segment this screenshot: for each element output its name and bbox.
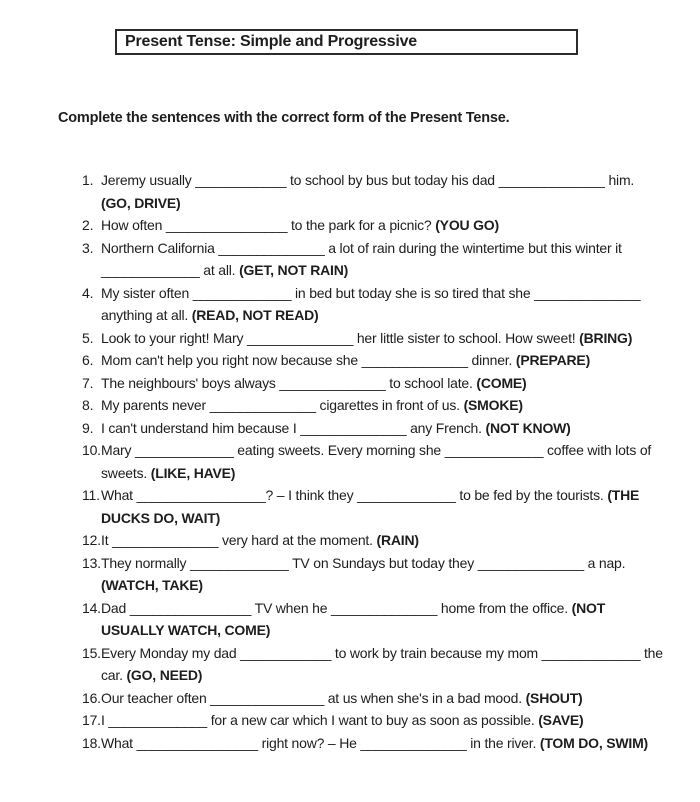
exercise-item [82,732,666,755]
item-body [101,169,666,214]
item-sentence-with-blanks: The neighbours' boys always ______________ to school late. [101,374,473,391]
item-sentence-with-blanks: How often ________________ to the park for a picnic? [101,217,432,233]
verb-hint: (PREPARE) [515,352,591,368]
exercise-item [82,529,666,552]
verb-hint: (TOM DO, SWIM) [539,734,649,751]
exercise-item [82,282,666,327]
verb-hint: (BRING) [579,329,633,346]
item-sentence-with-blanks: Every Monday my dad ____________ to work by train because my mom _____________ the car. [101,644,663,683]
exercise-list [82,169,666,754]
exercise-item [82,417,666,440]
item-number: 15. [82,644,101,661]
exercise-item [82,484,666,529]
verb-hint: (SHOUT) [525,689,583,706]
item-number: 18. [82,734,101,751]
item-number: 16. [82,689,101,706]
item-sentence-with-blanks: Jeremy usually ____________ to school by bus but today his dad ______________ him. [101,172,635,188]
item-body [101,484,666,529]
item-body [101,709,666,732]
exercise-item [82,552,666,597]
item-body [101,237,666,282]
item-number: 3. [82,239,94,256]
exercise-item [82,642,666,687]
item-sentence-with-blanks: Mom can't help you right now because she ______________ dinner. [101,352,513,368]
item-number: 1. [82,172,94,188]
title-box [115,29,578,55]
item-sentence-with-blanks: I can't understand him because I ______________ any French. [101,419,482,436]
item-number: 9. [82,419,94,436]
item-body [101,282,666,327]
item-number: 13. [82,554,101,571]
item-body [101,214,666,237]
verb-hint: (YOU GO) [435,217,499,233]
item-sentence-with-blanks: Mary _____________ eating sweets. Every morning she _____________ coffee with lots of sweets. [101,442,652,481]
item-number: 4. [82,284,94,301]
item-body [101,732,666,755]
item-number: 14. [82,599,101,616]
item-number: 7. [82,374,94,391]
exercise-item [82,372,666,395]
item-sentence-with-blanks: What _________________? – I think they _____________ to be fed by the tourists. [101,487,604,503]
verb-hint: (READ, NOT READ) [191,307,319,323]
item-sentence-with-blanks: My sister often _____________ in bed but today she is so tired that she ______________ anything at all. [101,284,641,323]
exercise-item [82,439,666,484]
verb-hint: (THE DUCKS DO, WAIT) [101,487,640,526]
item-body [101,439,666,484]
instruction-text: Complete the sentences with the correct form of the Present Tense. [58,110,510,126]
item-sentence-with-blanks: My parents never ______________ cigarettes in front of us. [101,397,460,413]
item-body [101,372,666,395]
verb-hint: (SMOKE) [463,397,523,413]
item-body [101,597,666,642]
item-sentence-with-blanks: Northern California ______________ a lot of rain during the wintertime but this winter it _____________ at all. [101,239,622,278]
exercise-item [82,349,666,372]
verb-hint: (GET, NOT RAIN) [239,262,349,278]
verb-hint: (LIKE, HAVE) [150,464,236,481]
verb-hint: (GO, NEED) [126,667,203,683]
exercise-item [82,327,666,350]
verb-hint: (COME) [476,374,527,391]
item-number: 8. [82,397,94,413]
item-number: 17. [82,712,101,728]
item-body [101,529,666,552]
item-body [101,394,666,417]
verb-hint: (RAIN) [376,532,419,548]
item-sentence-with-blanks: It ______________ very hard at the moment. [101,532,373,548]
item-number: 11. [82,487,100,503]
item-sentence-with-blanks: Dad ________________ TV when he ______________ home from the office. [101,599,568,616]
verb-hint: (NOT KNOW) [485,419,571,436]
exercise-item [82,597,666,642]
item-number: 6. [82,352,94,368]
verb-hint: (NOT USUALLY WATCH, COME) [101,599,606,638]
verb-hint: (WATCH, TAKE) [101,577,203,593]
item-body [101,642,666,687]
verb-hint: (GO, DRIVE) [101,194,181,211]
exercise-item [82,709,666,732]
item-sentence-with-blanks: Look to your right! Mary ______________ her little sister to school. How sweet! [101,329,576,346]
exercise-item [82,214,666,237]
exercise-item [82,394,666,417]
item-body [101,552,666,597]
item-number: 12. [82,532,101,548]
item-number: 5. [82,329,94,346]
item-sentence-with-blanks: They normally _____________ TV on Sundays but today they ______________ a nap. [101,554,626,571]
worksheet-title: Present Tense: Simple and Progressive [125,33,417,50]
item-body [101,349,666,372]
item-sentence-with-blanks: What ________________ right now? – He ______________ in the river. [101,734,537,751]
item-body [101,687,666,710]
item-number: 10. [82,442,101,458]
verb-hint: (SAVE) [538,712,584,728]
exercise-item [82,169,666,214]
exercise-item [82,687,666,710]
item-number: 2. [82,217,94,233]
item-sentence-with-blanks: Our teacher often _______________ at us when she's in a bad mood. [101,689,522,706]
item-body [101,417,666,440]
exercise-item [82,237,666,282]
item-body [101,327,666,350]
item-sentence-with-blanks: I _____________ for a new car which I want to buy as soon as possible. [101,712,535,728]
